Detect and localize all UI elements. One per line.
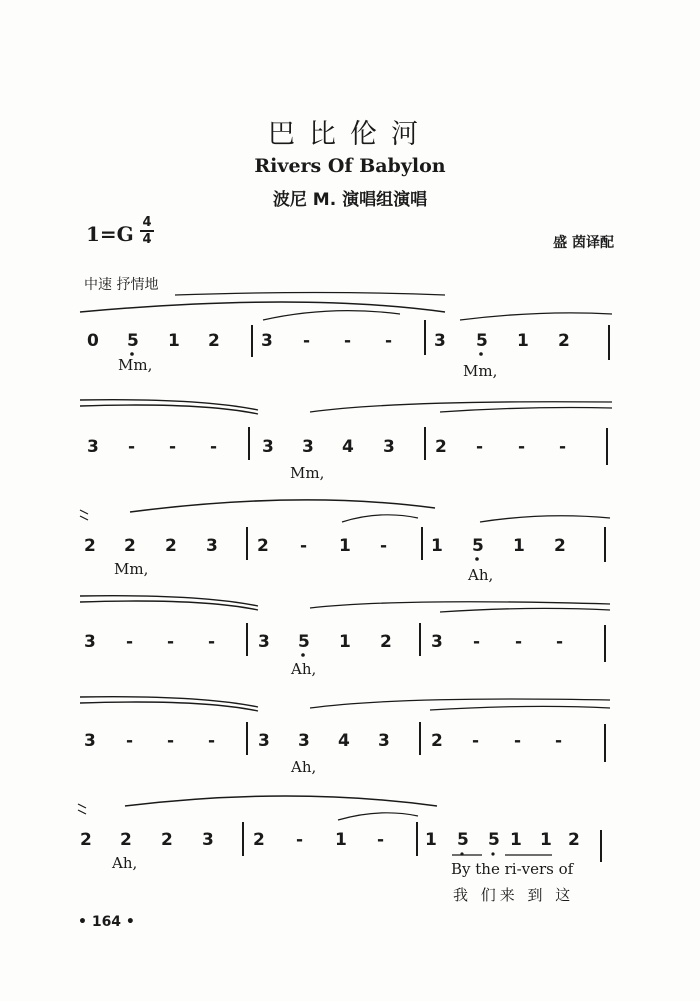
performer-credit: 波尼 M. 演唱组演唱 [272, 190, 428, 210]
note: 3 [84, 632, 96, 652]
dash: - [377, 830, 385, 850]
note: 2 [431, 731, 443, 751]
lyric: Ah, [468, 566, 494, 584]
note: 2 [161, 830, 173, 850]
note: 2 [208, 331, 220, 351]
dash: - [208, 731, 216, 751]
dash: - [126, 632, 134, 652]
lyric: Ah, [291, 660, 317, 678]
note: 1 [517, 331, 529, 351]
arranger-credit: 盛 茵译配 [553, 235, 614, 251]
dash: - [476, 437, 484, 457]
note: 2 [554, 536, 566, 556]
lyric-chinese: 我 们来 到 这 [453, 886, 575, 904]
dash: - [167, 632, 175, 652]
note: 2 [253, 830, 265, 850]
note: 2 [380, 632, 392, 652]
song-title-chinese: 巴比伦河 [268, 119, 432, 150]
dash: - [128, 437, 136, 457]
dash: - [208, 632, 216, 652]
note: 3 [258, 632, 270, 652]
note: 3 [431, 632, 443, 652]
lyric: Ah, [112, 854, 138, 872]
note: 5 [457, 830, 469, 850]
dash: - [473, 632, 481, 652]
note: 3 [258, 731, 270, 751]
dash: - [515, 632, 523, 652]
note: 4 [338, 731, 350, 751]
note: 3 [206, 536, 218, 556]
dash: - [472, 731, 480, 751]
lyric: Mm, [463, 362, 498, 380]
note: 1 [513, 536, 525, 556]
lyric: Mm, [114, 560, 149, 578]
dash: - [296, 830, 304, 850]
note: 3 [378, 731, 390, 751]
note: 3 [84, 731, 96, 751]
note: 2 [84, 536, 96, 556]
dash: - [514, 731, 522, 751]
note: 1 [510, 830, 522, 850]
note: 5 [298, 632, 310, 652]
note: 2 [568, 830, 580, 850]
note: 3 [87, 437, 99, 457]
key-signature: 1=G [86, 222, 134, 246]
note: 2 [120, 830, 132, 850]
dash: - [559, 437, 567, 457]
dash: - [300, 536, 308, 556]
note: 1 [168, 331, 180, 351]
note: 3 [202, 830, 214, 850]
note: 1 [540, 830, 552, 850]
page-number: • 164 • [78, 914, 135, 930]
note: 3 [383, 437, 395, 457]
note: 2 [257, 536, 269, 556]
note: 3 [261, 331, 273, 351]
note: 1 [339, 632, 351, 652]
time-signature-top: 4 [142, 215, 152, 230]
dash: - [380, 536, 388, 556]
note: 1 [431, 536, 443, 556]
lyric: Ah, [291, 758, 317, 776]
note: 3 [302, 437, 314, 457]
note: 2 [124, 536, 136, 556]
note: 5 [488, 830, 500, 850]
dash: - [167, 731, 175, 751]
note: 4 [342, 437, 354, 457]
dash: - [344, 331, 352, 351]
lyric: By the ri-vers of [451, 860, 574, 878]
note: 5 [472, 536, 484, 556]
song-title-english: Rivers Of Babylon [254, 155, 446, 177]
dash: - [518, 437, 526, 457]
dash: - [210, 437, 218, 457]
note: 1 [339, 536, 351, 556]
note: 3 [298, 731, 310, 751]
time-signature-bottom: 4 [142, 232, 152, 247]
note: 5 [127, 331, 139, 351]
note: 0 [87, 331, 99, 351]
lyric: Mm, [118, 356, 153, 374]
tempo-marking: 中速 抒情地 [84, 277, 159, 293]
dash: - [385, 331, 393, 351]
dash: - [169, 437, 177, 457]
dash: - [126, 731, 134, 751]
note: 5 [476, 331, 488, 351]
note: 2 [165, 536, 177, 556]
note: 2 [558, 331, 570, 351]
note: 3 [434, 331, 446, 351]
note: 2 [80, 830, 92, 850]
note: 1 [425, 830, 437, 850]
lyric: Mm, [290, 464, 325, 482]
note: 1 [335, 830, 347, 850]
dash: - [555, 731, 563, 751]
dash: - [556, 632, 564, 652]
note: 2 [435, 437, 447, 457]
note: 3 [262, 437, 274, 457]
dash: - [303, 331, 311, 351]
